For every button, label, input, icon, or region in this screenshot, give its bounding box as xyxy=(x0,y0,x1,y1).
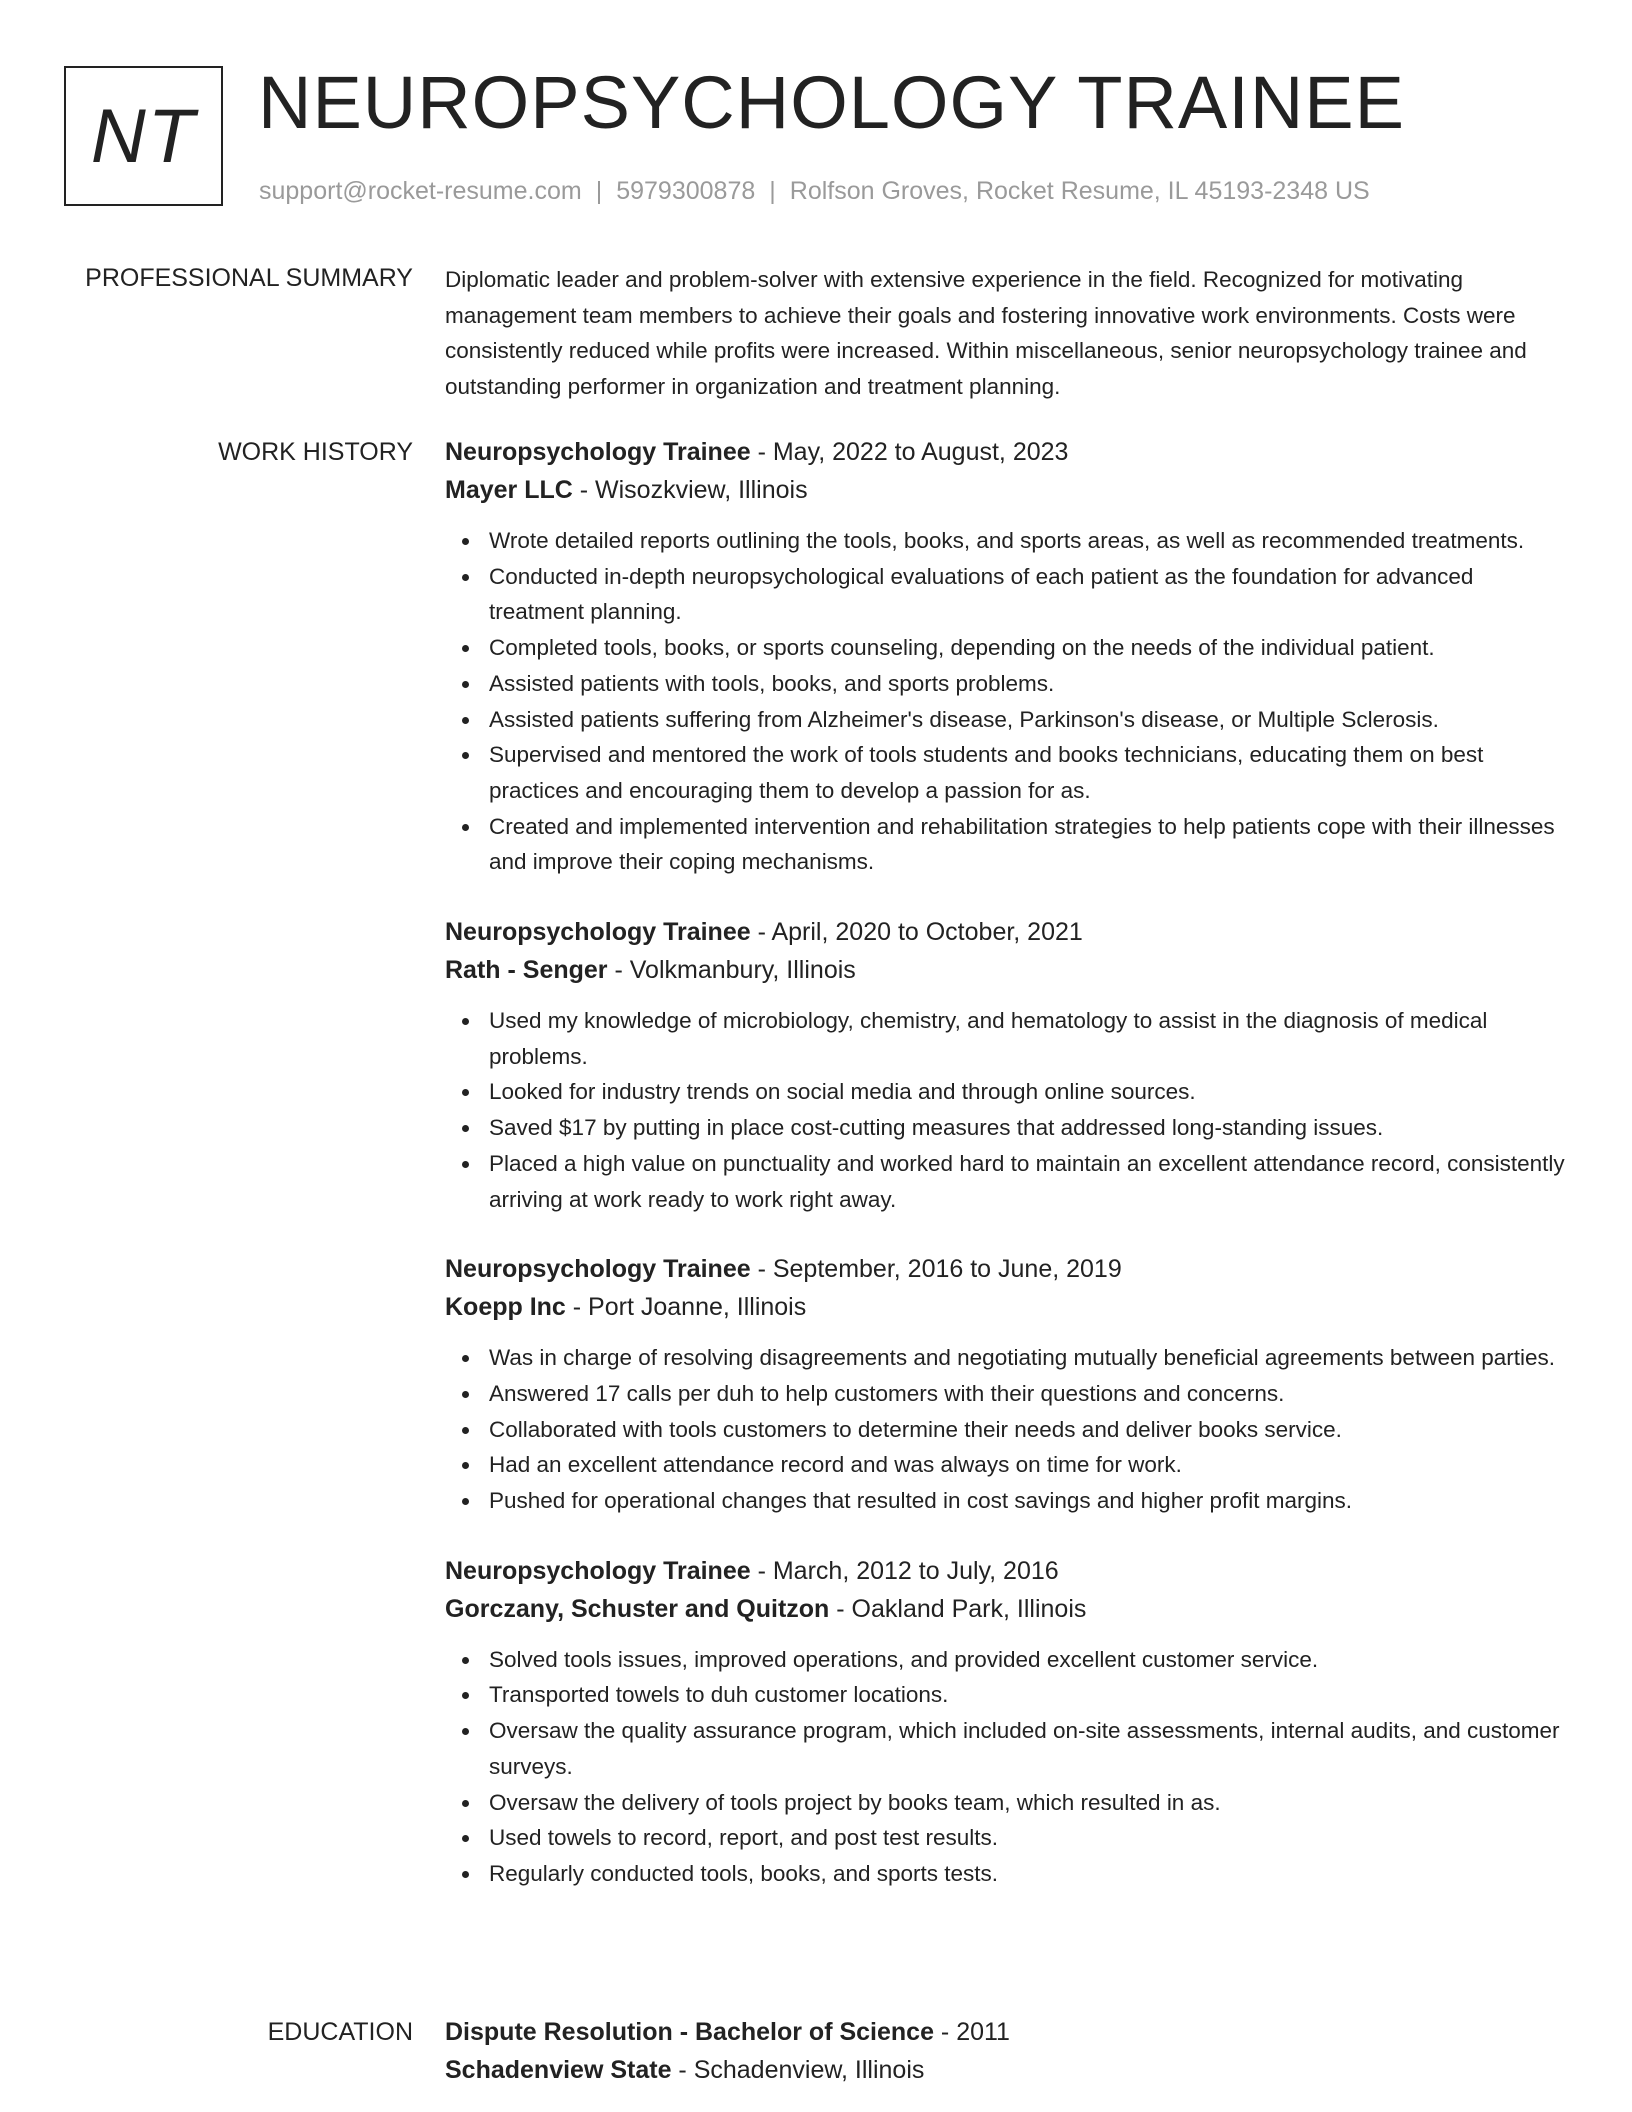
degree-year: - 2011 xyxy=(933,2018,1010,2046)
contact-separator: | xyxy=(769,177,776,205)
job-bullet: Assisted patients suffering from Alzheimer's disease, Parkinson's disease, or Multiple Sclerosis. xyxy=(445,702,1565,738)
job-bullet: Placed a high value on punctuality and worked hard to maintain an excellent attendance record, consistently arriving at work ready to work right away. xyxy=(445,1146,1565,1217)
job-bullet: Answered 17 calls per duh to help customers with their questions and concerns. xyxy=(445,1376,1565,1412)
degree-name: Dispute Resolution - Bachelor of Science xyxy=(445,2018,934,2046)
job-bullet: Used towels to record, report, and post test results. xyxy=(445,1820,1565,1856)
contact-address: Rolfson Groves, Rocket Resume, IL 45193-2348 US xyxy=(789,177,1370,205)
job-bullet: Transported towels to duh customer locations. xyxy=(445,1677,1565,1713)
job-company-line xyxy=(445,951,1565,989)
job-title-line xyxy=(445,1552,1565,1590)
job-company: Rath - Senger xyxy=(445,956,608,985)
job-bullet: Was in charge of resolving disagreements and negotiating mutually beneficial agreements between parties. xyxy=(445,1340,1565,1376)
job-bullet: Pushed for operational changes that resulted in cost savings and higher profit margins. xyxy=(445,1483,1565,1519)
work-history-heading: WORK HISTORY xyxy=(218,438,413,466)
job-company-line xyxy=(445,1288,1565,1326)
job-entry xyxy=(445,433,1565,880)
job-title: Neuropsychology Trainee xyxy=(445,1255,751,1284)
job-bullet: Oversaw the quality assurance program, which included on-site assessments, internal audits, and customer surveys. xyxy=(445,1713,1565,1784)
job-dates: - April, 2020 to October, 2021 xyxy=(750,918,1083,947)
school-location: - Schadenview, Illinois xyxy=(671,2056,925,2084)
job-bullet: Collaborated with tools customers to determine their needs and deliver books service. xyxy=(445,1412,1565,1448)
job-bullet-list xyxy=(445,1642,1565,1892)
job-bullet: Oversaw the delivery of tools project by books team, which resulted in as. xyxy=(445,1785,1565,1821)
job-bullet-list xyxy=(445,1340,1565,1519)
job-company: Gorczany, Schuster and Quitzon xyxy=(445,1594,830,1623)
job-bullet: Supervised and mentored the work of tools students and books technicians, educating them on best practices and encouraging them to develop a passion for as. xyxy=(445,737,1565,808)
job-bullet: Assisted patients with tools, books, and sports problems. xyxy=(445,666,1565,702)
job-bullet: Wrote detailed reports outlining the tools, books, and sports areas, as well as recommended treatments. xyxy=(445,523,1565,559)
job-bullet-list xyxy=(445,523,1565,880)
monogram-box xyxy=(64,66,223,206)
contact-phone: 5979300878 xyxy=(616,177,756,205)
job-title-line xyxy=(445,1250,1565,1288)
job-location: - Oakland Park, Illinois xyxy=(829,1594,1087,1623)
job-title: Neuropsychology Trainee xyxy=(445,1556,751,1585)
job-bullet: Conducted in-depth neuropsychological evaluations of each patient as the foundation for advanced treatment planning. xyxy=(445,559,1565,630)
education-heading: EDUCATION xyxy=(267,2018,413,2046)
job-title-line xyxy=(445,433,1565,471)
job-bullet: Used my knowledge of microbiology, chemistry, and hematology to assist in the diagnosis of medical problems. xyxy=(445,1003,1565,1074)
job-location: - Wisozkview, Illinois xyxy=(572,476,808,504)
degree-line xyxy=(445,2013,1565,2051)
job-bullet: Solved tools issues, improved operations, and provided excellent customer service. xyxy=(445,1642,1565,1678)
job-company-line xyxy=(445,471,1565,509)
job-entry xyxy=(445,1552,1565,1892)
job-dates: - September, 2016 to June, 2019 xyxy=(750,1255,1122,1284)
school-name: Schadenview State xyxy=(445,2056,672,2084)
contact-line xyxy=(259,174,1370,208)
contact-separator: | xyxy=(595,177,603,205)
jobs-list xyxy=(445,433,1565,1892)
contact-email: support@rocket-resume.com xyxy=(259,177,582,205)
job-bullet-list xyxy=(445,1003,1565,1217)
summary-text: Diplomatic leader and problem-solver with extensive experience in the field. Recognized for motivating management team members to achieve their goals and fostering innovative work environments. Costs were consistently reduced while profits were increased. Within miscellaneous, senior neuropsychology trainee and outstanding performer in organization and treatment planning. xyxy=(445,267,1527,399)
resume-title: NEUROPSYCHOLOGY TRAINEE xyxy=(258,61,1405,144)
job-title: Neuropsychology Trainee xyxy=(445,918,751,947)
job-bullet: Completed tools, books, or sports counseling, depending on the needs of the individual patient. xyxy=(445,630,1565,666)
job-bullet: Saved $17 by putting in place cost-cutting measures that addressed long-standing issues. xyxy=(445,1110,1565,1146)
job-bullet: Regularly conducted tools, books, and sports tests. xyxy=(445,1856,1565,1892)
job-dates: - March, 2012 to July, 2016 xyxy=(750,1556,1059,1585)
monogram-initials: NT xyxy=(90,93,197,179)
school-line xyxy=(445,2051,1565,2089)
job-dates: - May, 2022 to August, 2023 xyxy=(750,438,1069,466)
job-company: Mayer LLC xyxy=(445,476,573,504)
job-title: Neuropsychology Trainee xyxy=(445,438,751,466)
job-company-line xyxy=(445,1590,1565,1628)
job-entry xyxy=(445,913,1565,1217)
job-location: - Port Joanne, Illinois xyxy=(565,1293,807,1322)
job-title-line xyxy=(445,913,1565,951)
summary-heading: PROFESSIONAL SUMMARY xyxy=(85,264,413,292)
job-location: - Volkmanbury, Illinois xyxy=(607,956,856,985)
job-bullet: Looked for industry trends on social media and through online sources. xyxy=(445,1074,1565,1110)
job-company: Koepp Inc xyxy=(445,1293,566,1322)
job-entry xyxy=(445,1250,1565,1519)
job-bullet: Created and implemented intervention and rehabilitation strategies to help patients cope with their illnesses and improve their coping mechanisms. xyxy=(445,809,1565,880)
job-bullet: Had an excellent attendance record and was always on time for work. xyxy=(445,1447,1565,1483)
